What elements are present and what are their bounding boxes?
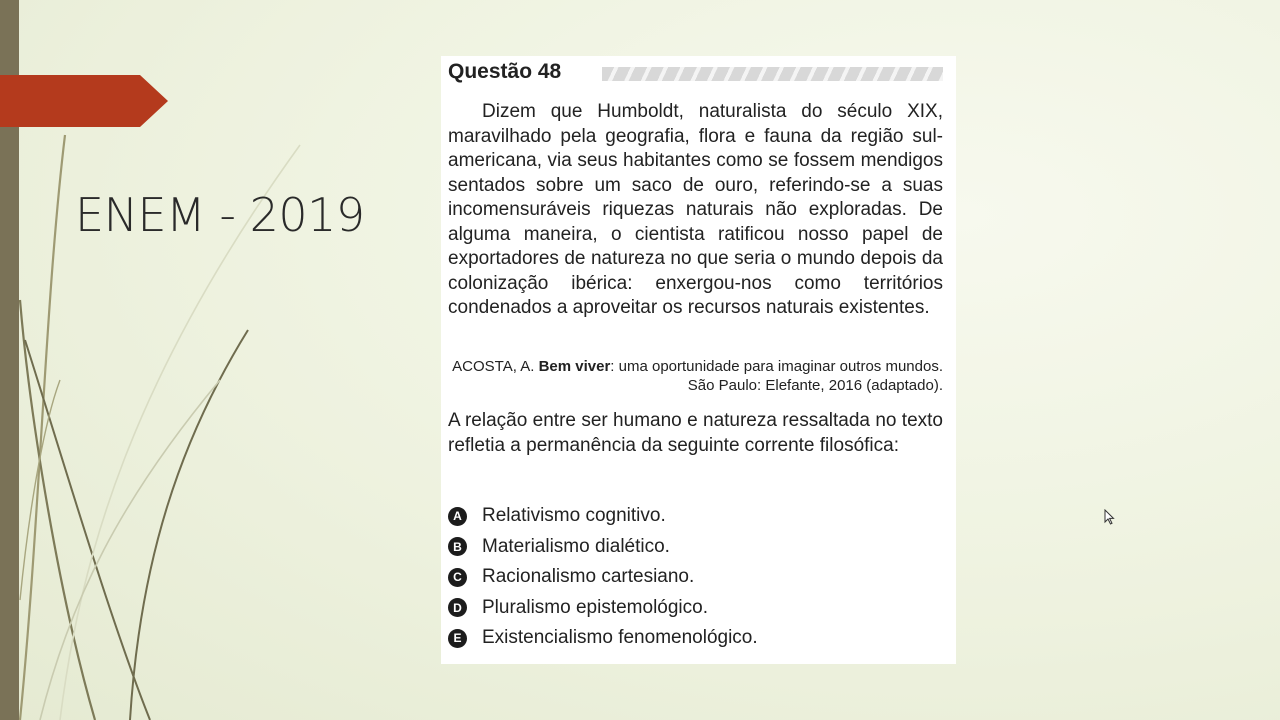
option-c-letter-icon: C	[448, 568, 467, 587]
option-d-letter-icon: D	[448, 598, 467, 617]
option-c[interactable]	[448, 562, 943, 593]
option-b[interactable]	[448, 532, 943, 563]
question-passage: Dizem que Humboldt, naturalista do século XIX, maravilhado pela geografia, flora e fauna da região sul-americana, via seus habitantes como se fossem mendigos sentados sobre um saco de ouro, referindo-se a suas incomensuráveis riquezas naturais não exploradas. De alguma maneira, o cientista ratificou nosso papel de exportadores de natureza no que seria o mundo depois da colonização ibérica: enxergou-nos como territórios condenados a aproveitar os recursos naturais existentes.	[448, 101, 943, 318]
option-c-text: Racionalismo cartesiano.	[482, 566, 695, 588]
option-b-text: Materialismo dialético.	[482, 535, 670, 557]
option-a-letter-icon: A	[448, 507, 467, 526]
option-a-text: Relativismo cognitivo.	[482, 505, 666, 527]
passage-citation	[448, 358, 943, 395]
citation-author: ACOSTA, A.	[452, 358, 535, 375]
answer-options	[448, 501, 943, 654]
question-number: Questão 48	[448, 60, 562, 83]
option-d[interactable]	[448, 593, 943, 624]
accent-arrow	[0, 75, 168, 127]
header-stripe	[602, 67, 943, 81]
option-d-text: Pluralismo epistemológico.	[482, 596, 708, 618]
question-prompt: A relação entre ser humano e natureza ressaltada no texto refletia a permanência da seguinte corrente filosófica:	[448, 410, 943, 456]
citation-publisher: São Paulo: Elefante, 2016 (adaptado).	[687, 376, 943, 394]
option-e-letter-icon: E	[448, 629, 467, 648]
option-b-letter-icon: B	[448, 537, 467, 556]
option-e[interactable]	[448, 623, 943, 654]
citation-book: Bem viver	[538, 358, 611, 375]
slide-title: ENEM - 2019	[75, 188, 365, 242]
option-e-text: Existencialismo fenomenológico.	[482, 627, 758, 649]
option-a[interactable]	[448, 501, 943, 532]
mouse-pointer-icon	[1104, 509, 1116, 525]
question-panel	[441, 56, 956, 664]
question-header	[448, 60, 943, 86]
citation-subtitle: : uma oportunidade para imaginar outros mundos.	[610, 358, 943, 375]
citation-line-1	[448, 358, 943, 377]
